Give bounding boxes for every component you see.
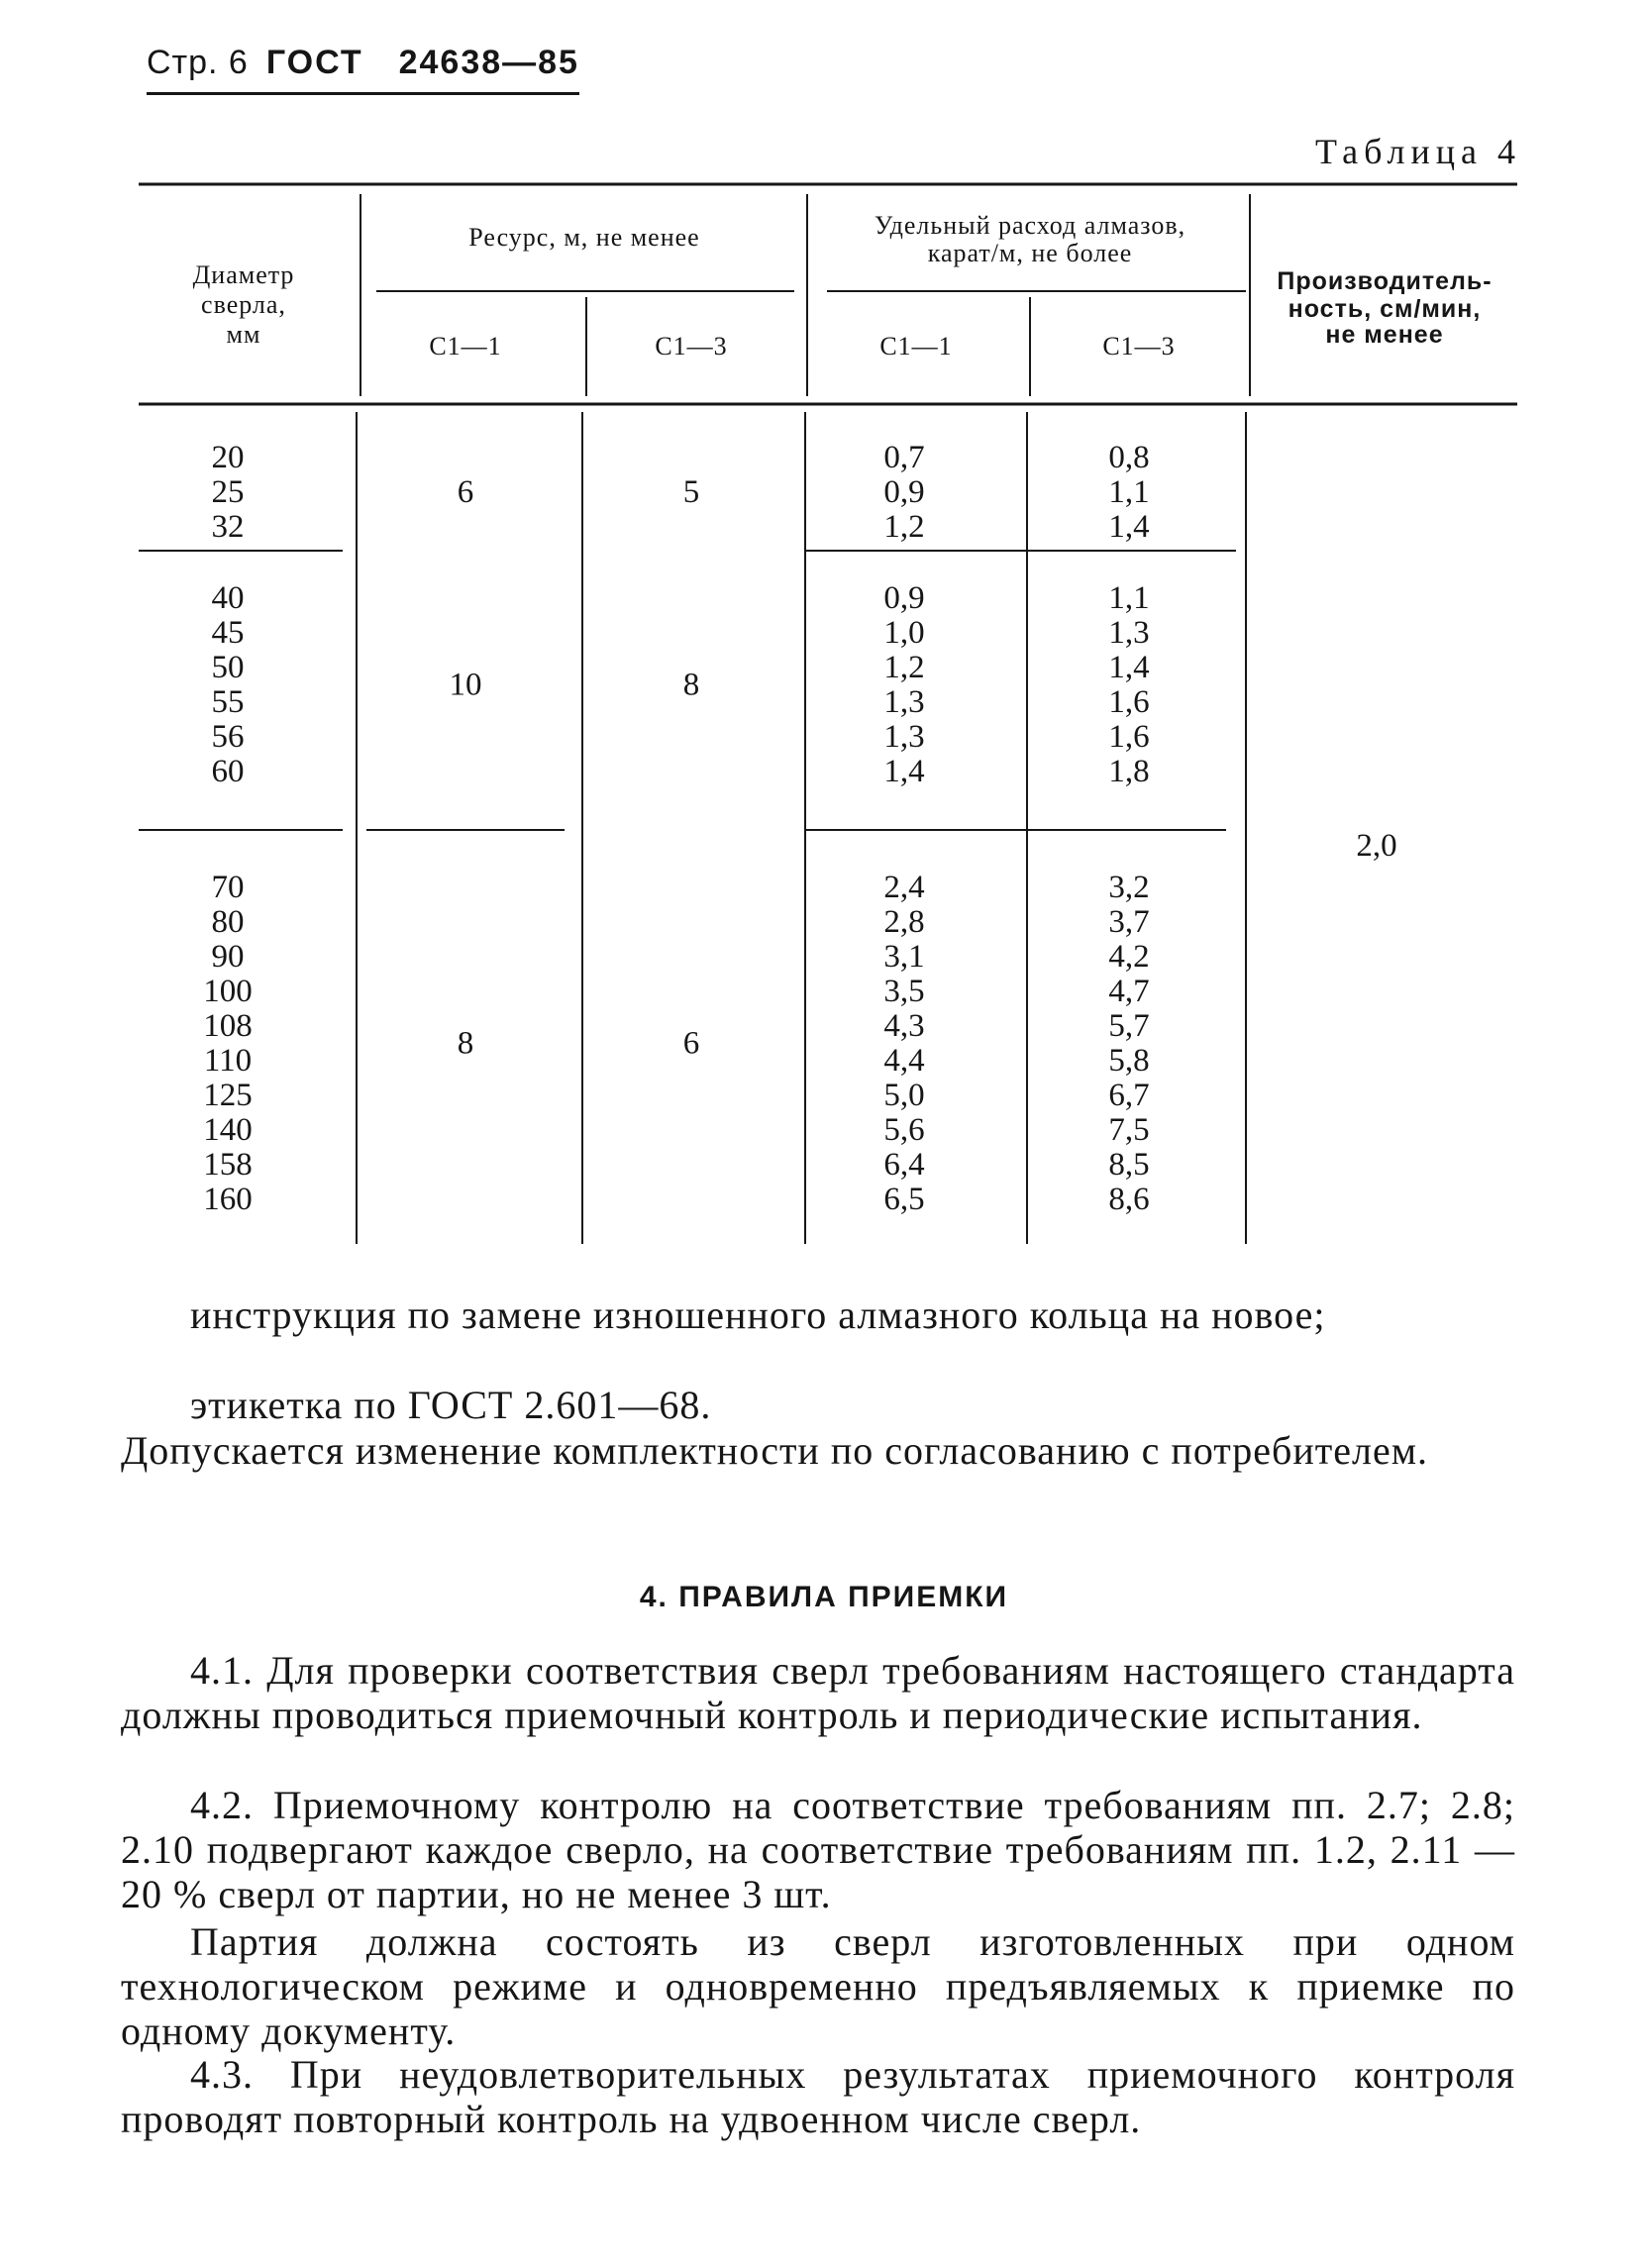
- cell-consumption-c13: 1,4: [1108, 650, 1150, 685]
- header-diameter-1: Диаметр: [192, 260, 295, 289]
- header-consumption-1: Удельный расход алмазов,: [874, 211, 1186, 240]
- cell-diameter: 108: [203, 1008, 253, 1044]
- cell-consumption-c13: 5,8: [1108, 1043, 1150, 1079]
- header-consumption-2: карат/м, не более: [927, 239, 1133, 267]
- productivity-value: 2,0: [1356, 828, 1397, 864]
- cell-consumption-c11: 1,0: [883, 615, 925, 651]
- header-diameter-2: сверла,: [201, 290, 286, 319]
- cell-consumption-c13: 8,6: [1108, 1182, 1150, 1217]
- header-productivity-3: не менее: [1325, 321, 1444, 349]
- sub-resource-c13: С1—3: [655, 332, 728, 361]
- cell-resource-c11: 6: [457, 474, 474, 510]
- cell-consumption-c13: 1,6: [1108, 684, 1150, 720]
- header-diameter-3: мм: [226, 320, 261, 349]
- cell-consumption-c11: 1,2: [883, 509, 925, 545]
- cell-resource-c11: 8: [457, 1025, 474, 1062]
- gost-label: ГОСТ: [265, 44, 363, 81]
- cell-consumption-c11: 2,4: [883, 870, 925, 905]
- header-resource: Ресурс, м, не менее: [468, 223, 700, 252]
- cell-consumption-c11: 0,9: [883, 580, 925, 616]
- cell-consumption-c13: 8,5: [1108, 1147, 1150, 1183]
- text-block-completeness: [121, 1292, 1515, 1337]
- paragraph-4-1: 4.1. Для проверки соответствия сверл требованиям настоящего стандарта должны проводиться приемочный контроль и периодические испытания.: [121, 1648, 1515, 1737]
- cell-diameter: 55: [211, 684, 245, 720]
- cell-resource-c13: 6: [682, 1025, 700, 1062]
- cell-diameter: 20: [211, 440, 245, 475]
- cell-consumption-c13: 5,7: [1108, 1008, 1150, 1044]
- gost-number: 24638—85: [398, 44, 579, 81]
- cell-consumption-c13: 1,1: [1108, 474, 1150, 510]
- cell-diameter: 160: [203, 1182, 253, 1217]
- cell-consumption-c13: 6,7: [1108, 1078, 1150, 1113]
- cell-diameter: 158: [203, 1147, 253, 1183]
- cell-consumption-c13: 0,8: [1108, 440, 1150, 475]
- cell-diameter: 32: [211, 509, 245, 545]
- cell-diameter: 60: [211, 754, 245, 789]
- page-number: Стр. 6: [147, 44, 249, 81]
- sub-consumption-c13: С1—3: [1102, 332, 1176, 361]
- cell-consumption-c13: 4,2: [1108, 939, 1150, 975]
- paragraph-label: этикетка по ГОСТ 2.601—68.: [190, 1383, 712, 1427]
- cell-consumption-c13: 1,4: [1108, 509, 1150, 545]
- cell-diameter: 110: [203, 1043, 253, 1079]
- cell-diameter: 90: [211, 939, 245, 975]
- cell-diameter: 100: [203, 974, 253, 1009]
- sub-consumption-c11: С1—1: [879, 332, 953, 361]
- cell-consumption-c11: 1,4: [883, 754, 925, 789]
- cell-consumption-c11: 4,3: [883, 1008, 925, 1044]
- table-caption: Таблица 4: [1315, 132, 1521, 171]
- cell-consumption-c11: 0,7: [883, 440, 925, 475]
- cell-consumption-c13: 3,2: [1108, 870, 1150, 905]
- cell-consumption-c11: 5,0: [883, 1078, 925, 1113]
- header-productivity-2: ность, см/мин,: [1288, 295, 1482, 323]
- cell-consumption-c13: 1,8: [1108, 754, 1150, 789]
- paragraph-allowed: Допускается изменение комплектности по согласованию с потребителем.: [121, 1428, 1429, 1473]
- cell-diameter: 56: [211, 719, 245, 755]
- cell-consumption-c13: 4,7: [1108, 974, 1150, 1009]
- cell-resource-c13: 5: [682, 474, 700, 510]
- cell-diameter: 125: [203, 1078, 253, 1113]
- cell-diameter: 80: [211, 904, 245, 940]
- cell-consumption-c13: 1,3: [1108, 615, 1150, 651]
- cell-consumption-c13: 3,7: [1108, 904, 1150, 940]
- sub-resource-c11: С1—1: [429, 332, 502, 361]
- cell-consumption-c11: 4,4: [883, 1043, 925, 1079]
- cell-consumption-c13: 1,6: [1108, 719, 1150, 755]
- cell-consumption-c11: 1,2: [883, 650, 925, 685]
- cell-consumption-c11: 6,5: [883, 1182, 925, 1217]
- cell-diameter: 45: [211, 615, 245, 651]
- cell-diameter: 70: [211, 870, 245, 905]
- cell-diameter: 140: [203, 1112, 253, 1148]
- cell-diameter: 50: [211, 650, 245, 685]
- cell-diameter: 40: [211, 580, 245, 616]
- paragraph-party: Партия должна состоять из сверл изготовленных при одном технологическом режиме и одновременно предъявляемых к приемке по одному документу.: [121, 1919, 1515, 2053]
- cell-consumption-c11: 3,5: [883, 974, 925, 1009]
- cell-consumption-c11: 1,3: [883, 719, 925, 755]
- cell-consumption-c11: 1,3: [883, 684, 925, 720]
- cell-consumption-c11: 2,8: [883, 904, 925, 940]
- cell-consumption-c11: 5,6: [883, 1112, 925, 1148]
- header-productivity-1: Производитель-: [1277, 267, 1493, 295]
- cell-consumption-c13: 1,1: [1108, 580, 1150, 616]
- cell-consumption-c11: 3,1: [883, 939, 925, 975]
- cell-diameter: 25: [211, 474, 245, 510]
- cell-consumption-c11: 0,9: [883, 474, 925, 510]
- section-title: 4. ПРАВИЛА ПРИЕМКИ: [639, 1581, 1009, 1613]
- cell-consumption-c11: 6,4: [883, 1147, 925, 1183]
- cell-resource-c13: 8: [682, 667, 700, 703]
- paragraph-4-2: 4.2. Приемочному контролю на соответствие требованиям пп. 2.7; 2.8; 2.10 подвергают каждое сверло, на соответствие требованиям пп. 1.2, 2.11 — 20 % сверл от партии, но не менее 3 шт.: [121, 1783, 1515, 1916]
- cell-resource-c11: 10: [449, 667, 482, 703]
- paragraph-instruction: инструкция по замене изношенного алмазного кольца на новое;: [190, 1292, 1326, 1337]
- cell-consumption-c13: 7,5: [1108, 1112, 1150, 1148]
- paragraph-4-3: 4.3. При неудовлетворительных результатах приемочного контроля проводят повторный контроль на удвоенном числе сверл.: [121, 2052, 1515, 2141]
